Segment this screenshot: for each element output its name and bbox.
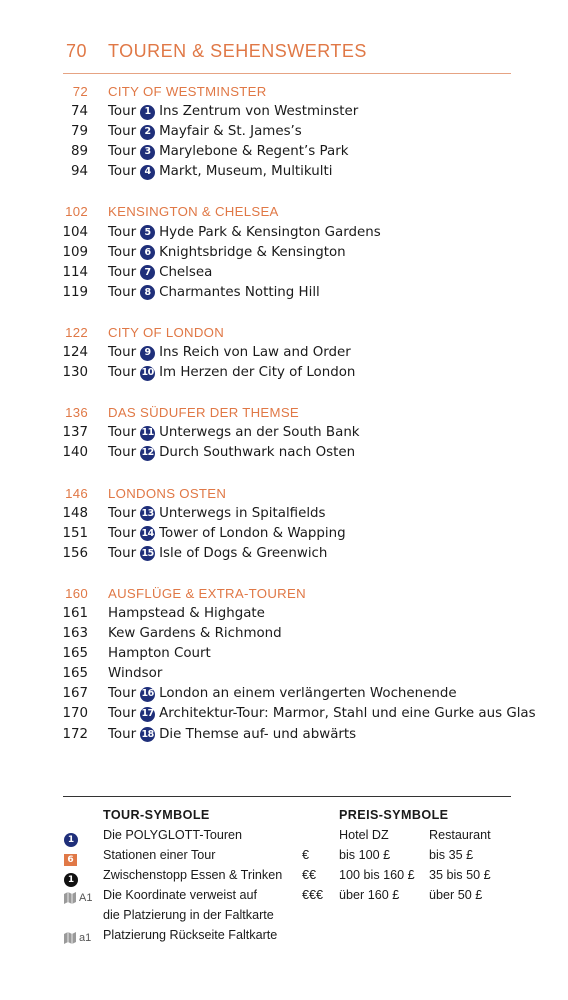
tour-word: Tour: [108, 264, 137, 280]
page-number: 165: [62, 666, 88, 682]
page-number: 151: [62, 525, 88, 541]
entry-label: Hyde Park & Kensington Gardens: [159, 224, 381, 240]
heading-divider: [63, 73, 511, 74]
entry-label: London an einem verlängerten Wochenende: [159, 686, 457, 702]
tour-number-icon: 5: [140, 225, 155, 240]
page-number: 163: [62, 626, 88, 642]
tour-number-icon: 14: [140, 526, 155, 541]
tour-number-icon: 18: [140, 727, 155, 742]
map-coordinate: a1: [79, 932, 92, 944]
entry-label: Ins Zentrum von Westminster: [159, 104, 359, 120]
page-number: 74: [70, 104, 88, 120]
legend-row: [0, 885, 568, 905]
toc-entry[interactable]: [0, 122, 568, 142]
tour-number-icon: 4: [140, 165, 155, 180]
restaurant-column-label: Restaurant: [429, 828, 491, 842]
tour-number-icon: 12: [140, 446, 155, 461]
page-number: 102: [65, 204, 88, 220]
page-number: 137: [62, 425, 88, 441]
entry-label: Markt, Museum, Multikulti: [159, 164, 333, 180]
entry-label: Hampstead & Highgate: [108, 605, 265, 621]
toc-section: [0, 484, 568, 564]
tour-word: Tour: [108, 706, 137, 722]
entry-text: [108, 243, 346, 263]
page-number: 165: [62, 646, 88, 662]
tour-number-icon: 13: [140, 506, 155, 521]
toc-entry[interactable]: [0, 142, 568, 162]
section-heading[interactable]: [0, 484, 568, 504]
tour-word: Tour: [108, 224, 137, 240]
section-title: LONDONS OSTEN: [108, 485, 227, 501]
tour-symbols-heading: TOUR-SYMBOLE: [103, 808, 210, 822]
tour-word: Tour: [108, 284, 137, 300]
tour-number-icon: 11: [140, 426, 155, 441]
tour-word: Tour: [108, 425, 137, 441]
toc-entry[interactable]: [0, 544, 568, 564]
legend-row: [0, 845, 568, 865]
page-number: 146: [65, 485, 88, 501]
entry-text: [108, 544, 327, 564]
entry-label: Im Herzen der City of London: [159, 365, 356, 381]
toc-entry[interactable]: [0, 102, 568, 122]
toc-entry[interactable]: [0, 624, 568, 644]
page-number: 172: [62, 726, 88, 742]
section-heading[interactable]: [0, 323, 568, 343]
tour-word: Tour: [108, 686, 137, 702]
entry-text: [108, 704, 536, 724]
legend-label: Zwischenstopp Essen & Trinken: [103, 868, 283, 882]
legend-label: Die POLYGLOTT-Touren: [103, 828, 243, 842]
entry-text: [108, 363, 355, 383]
section-heading[interactable]: [0, 403, 568, 423]
tour-word: Tour: [108, 345, 137, 361]
toc-entry[interactable]: [0, 423, 568, 443]
hotel-price: 100 bis 160 £: [339, 868, 415, 882]
entry-text: [108, 624, 282, 644]
page-number: 72: [72, 84, 88, 99]
entry-label: Windsor: [108, 666, 163, 682]
toc-entry[interactable]: [0, 223, 568, 243]
restaurant-price: über 50 £: [429, 888, 483, 902]
page-number: 122: [65, 324, 88, 340]
toc-entry[interactable]: [0, 443, 568, 463]
restaurant-price: 35 bis 50 £: [429, 868, 491, 882]
entry-text: [108, 443, 355, 463]
toc-entry[interactable]: [0, 283, 568, 303]
entry-label: Kew Gardens & Richmond: [108, 626, 282, 642]
entry-label: Knightsbridge & Kensington: [159, 244, 346, 260]
page-number: 114: [62, 264, 88, 280]
page-number: 124: [62, 345, 88, 361]
page-number: 130: [62, 365, 88, 381]
page-number: 136: [65, 405, 88, 421]
legend-divider: [63, 796, 511, 797]
entry-label: Hampton Court: [108, 646, 211, 662]
entry-text: [108, 162, 332, 182]
toc-entry[interactable]: [0, 704, 568, 724]
toc-entry[interactable]: [0, 664, 568, 684]
toc-entry[interactable]: [0, 684, 568, 704]
entry-text: [108, 725, 356, 745]
legend-row: [0, 925, 568, 945]
tour-word: Tour: [108, 525, 137, 541]
price-symbol: €€: [302, 868, 317, 882]
section-heading[interactable]: [0, 584, 568, 604]
page-number: 104: [62, 224, 88, 240]
page-number: 94: [70, 164, 88, 180]
map-icon: [64, 928, 91, 948]
entry-label: Isle of Dogs & Greenwich: [159, 545, 328, 561]
entry-text: [108, 122, 302, 142]
toc-entry[interactable]: [0, 243, 568, 263]
restaurant-price: bis 35 £: [429, 848, 474, 862]
section-title: CITY OF WESTMINSTER: [108, 84, 267, 99]
page-number: 161: [62, 605, 88, 621]
table-of-contents: [0, 82, 568, 765]
section-title: DAS SÜDUFER DER THEMSE: [108, 405, 300, 421]
toc-section: [0, 323, 568, 383]
tour-word: Tour: [108, 124, 137, 140]
legend-label: Die Koordinate verweist auf: [103, 888, 258, 902]
entry-text: [108, 524, 346, 544]
chapter-page-number: 70: [66, 40, 88, 61]
entry-text: [108, 142, 348, 162]
entry-text: [108, 283, 320, 303]
legend-row: [0, 865, 568, 885]
toc-entry[interactable]: [0, 644, 568, 664]
toc-entry[interactable]: [0, 162, 568, 182]
toc-entry[interactable]: [0, 604, 568, 624]
map-coordinate: A1: [79, 892, 93, 904]
legend-row: [0, 825, 568, 845]
tour-number-icon: 17: [140, 707, 155, 722]
tour-word: Tour: [108, 445, 137, 461]
entry-label: Mayfair & St. James’s: [159, 124, 302, 140]
price-symbols-heading: PREIS-SYMBOLE: [339, 808, 449, 822]
section-title: AUSFLÜGE & EXTRA-TOUREN: [108, 585, 306, 601]
entry-text: [108, 684, 457, 704]
toc-entry[interactable]: [0, 343, 568, 363]
entry-text: [108, 102, 358, 122]
toc-section: [0, 584, 568, 745]
toc-entry[interactable]: [0, 524, 568, 544]
entry-label: Unterwegs in Spitalfields: [159, 505, 326, 521]
page-number: 167: [62, 686, 88, 702]
tour-word: Tour: [108, 365, 137, 381]
entry-text: [108, 664, 162, 684]
page-number: 156: [62, 545, 88, 561]
page-number: 109: [62, 244, 88, 260]
legend-label: die Platzierung in der Faltkarte: [103, 908, 274, 922]
entry-text: [108, 604, 265, 624]
page-number: 79: [70, 124, 88, 140]
section-title: CITY OF LONDON: [108, 324, 225, 340]
chapter-heading: [66, 40, 367, 62]
tour-word: Tour: [108, 726, 137, 742]
page-number: 170: [62, 706, 88, 722]
tour-number-icon: 2: [140, 125, 155, 140]
tour-word: Tour: [108, 104, 137, 120]
section-heading[interactable]: [0, 82, 568, 102]
entry-text: [108, 504, 326, 524]
entry-label: Die Themse auf- und abwärts: [159, 726, 357, 742]
legend-label: Stationen einer Tour: [103, 848, 216, 862]
entry-text: [108, 223, 381, 243]
tour-word: Tour: [108, 505, 137, 521]
tour-number-icon: 8: [140, 285, 155, 300]
entry-label: Chelsea: [159, 264, 213, 280]
hotel-column-label: Hotel DZ: [339, 828, 389, 842]
page-number: 89: [70, 144, 88, 160]
toc-section: [0, 403, 568, 463]
entry-text: [108, 343, 351, 363]
entry-label: Unterwegs an der South Bank: [159, 425, 360, 441]
page-number: 148: [62, 505, 88, 521]
entry-label: Architektur-Tour: Marmor, Stahl und eine Gurke aus Glas: [159, 706, 536, 722]
tour-word: Tour: [108, 164, 137, 180]
tour-number-icon: 1: [140, 105, 155, 120]
toc-section: [0, 82, 568, 182]
entry-text: [108, 263, 212, 283]
toc-entry[interactable]: [0, 725, 568, 745]
entry-label: Marylebone & Regent’s Park: [159, 144, 349, 160]
hotel-price: über 160 £: [339, 888, 400, 902]
tour-number-icon: 6: [140, 245, 155, 260]
toc-section: [0, 202, 568, 302]
tour-number-icon: 15: [140, 546, 155, 561]
chapter-title: TOUREN & SEHENSWERTES: [108, 40, 367, 61]
tour-number-icon: 7: [140, 265, 155, 280]
tour-word: Tour: [108, 545, 137, 561]
tour-number-icon: 10: [140, 366, 155, 381]
price-symbol: €€€: [302, 888, 324, 902]
entry-label: Ins Reich von Law and Order: [159, 345, 351, 361]
page-number: 140: [62, 445, 88, 461]
hotel-price: bis 100 £: [339, 848, 391, 862]
toc-entry[interactable]: [0, 504, 568, 524]
tour-number-icon: 16: [140, 687, 155, 702]
tour-number-icon: 9: [140, 346, 155, 361]
tour-number-icon: 1: [64, 833, 78, 847]
toc-entry[interactable]: [0, 263, 568, 283]
entry-label: Tower of London & Wapping: [159, 525, 346, 541]
entry-text: [108, 644, 211, 664]
tour-word: Tour: [108, 244, 137, 260]
entry-text: [108, 423, 360, 443]
legend-label: Platzierung Rückseite Faltkarte: [103, 928, 278, 942]
station-number-icon: 6: [64, 854, 77, 866]
legend-row: [0, 905, 568, 925]
food-stop-icon: 1: [64, 873, 78, 887]
tour-word: Tour: [108, 144, 137, 160]
entry-label: Durch Southwark nach Osten: [159, 445, 356, 461]
page-number: 119: [62, 284, 88, 300]
entry-label: Charmantes Notting Hill: [159, 284, 320, 300]
section-title: KENSINGTON & CHELSEA: [108, 204, 279, 220]
price-symbol: €: [302, 848, 310, 862]
section-heading[interactable]: [0, 202, 568, 222]
tour-number-icon: 3: [140, 145, 155, 160]
legend-heading-row: [0, 805, 568, 825]
toc-entry[interactable]: [0, 363, 568, 383]
page-number: 160: [65, 585, 88, 601]
